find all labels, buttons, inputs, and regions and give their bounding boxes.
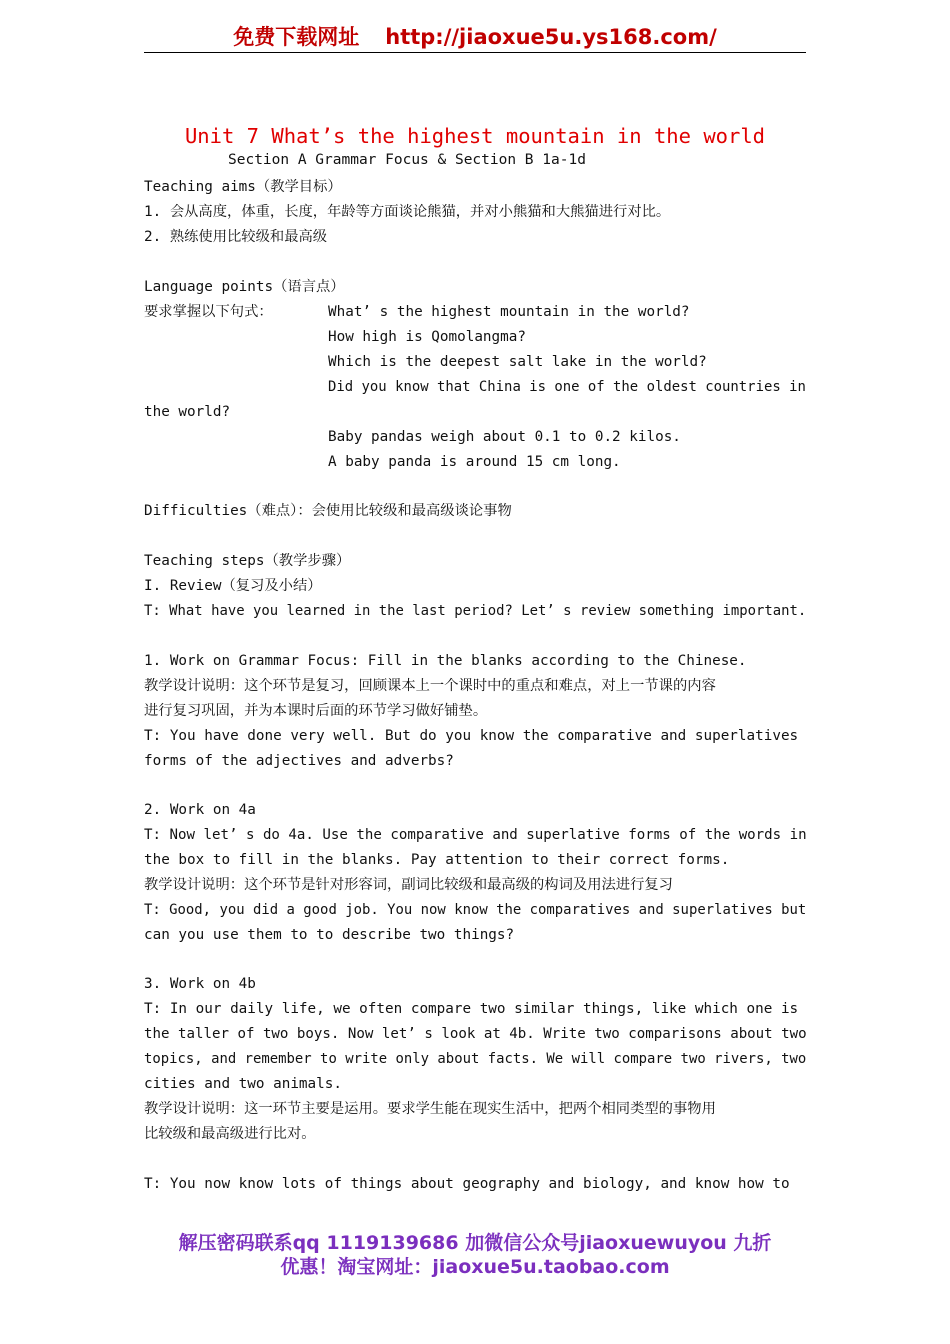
sentence-5: Baby pandas weigh about 0.1 to 0.2 kilos. xyxy=(328,429,681,445)
sentence-4b: the world? xyxy=(144,404,231,420)
step-1-note-2: 进行复习巩固，并为本课时后面的环节学习做好铺垫。 xyxy=(144,703,488,719)
footer-line-1: 解压密码联系qq 1119139686 加微信公众号jiaoxuewuyou 九折 xyxy=(178,1232,772,1254)
sentence-1: What’ s the highest mountain in the world? xyxy=(328,304,690,320)
step-1-note-1: 教学设计说明：这个环节是复习，回顾课本上一个课时中的重点和难点，对上一节课的内容 xyxy=(144,678,716,694)
review-heading: I. Review（复习及小结） xyxy=(144,578,322,594)
step-2-teacher-2: the box to fill in the blanks. Pay attention to their correct forms. xyxy=(144,852,730,868)
step-2-teacher-4: can you use them to to describe two things? xyxy=(144,927,515,943)
aims-heading: Teaching aims（教学目标） xyxy=(144,179,342,195)
step-3-teacher-4: cities and two animals. xyxy=(144,1076,342,1092)
aims-item-2: 2. 熟练使用比较级和最高级 xyxy=(144,229,328,245)
sentence-2: How high is Qomolangma? xyxy=(328,329,526,345)
step-3-teacher-3: topics, and remember to write only about facts. We will compare two rivers, two xyxy=(144,1051,807,1067)
sentence-3: Which is the deepest salt lake in the world? xyxy=(328,354,707,370)
step-1-teacher-1: T: You have done very well. But do you know the comparative and superlatives xyxy=(144,728,799,744)
step-3-note-1: 教学设计说明：这一环节主要是运用。要求学生能在现实生活中，把两个相同类型的事物用 xyxy=(144,1101,716,1117)
header-label: 免费下载网址 xyxy=(233,25,360,49)
step-2-title: 2. Work on 4a xyxy=(144,802,256,818)
language-points-heading: Language points（语言点） xyxy=(144,279,345,295)
footer-line-2: 优惠！淘宝网址：jiaoxue5u.taobao.com xyxy=(280,1256,670,1278)
step-3-teacher-1: T: In our daily life, we often compare two similar things, like which one is xyxy=(144,1001,799,1017)
step-1-title: 1. Work on Grammar Focus: Fill in the blanks according to the Chinese. xyxy=(144,653,747,669)
teacher-line-1: T: What have you learned in the last period? Let’ s review something important. xyxy=(144,603,807,619)
step-2-note: 教学设计说明：这个环节是针对形容词，副词比较级和最高级的构词及用法进行复习 xyxy=(144,877,673,893)
sentence-6: A baby panda is around 15 cm long. xyxy=(328,454,621,470)
step-2-teacher-1: T: Now let’ s do 4a. Use the comparative and superlative forms of the words in xyxy=(144,827,807,843)
step-3-teacher-2: the taller of two boys. Now let’ s look at 4b. Write two comparisons about two xyxy=(144,1026,807,1042)
page-subtitle: Section A Grammar Focus & Section B 1a-1d xyxy=(228,152,586,168)
step-3-title: 3. Work on 4b xyxy=(144,976,256,992)
language-points-label: 要求掌握以下句式： xyxy=(144,304,273,320)
header-url-link[interactable]: http://jiaoxue5u.ys168.com/ xyxy=(385,25,717,49)
sentence-4a: Did you know that China is one of the oldest countries in xyxy=(328,379,806,395)
steps-heading: Teaching steps（教学步骤） xyxy=(144,553,351,569)
aims-item-1: 1. 会从高度，体重，长度，年龄等方面谈论熊猫，并对小熊猫和大熊猫进行对比。 xyxy=(144,204,671,220)
page-title: Unit 7 What’s the highest mountain in the world xyxy=(184,124,766,148)
page-header xyxy=(144,22,806,53)
step-3-note-2: 比较级和最高级进行比对。 xyxy=(144,1126,316,1142)
difficulties: Difficulties（难点）：会使用比较级和最高级谈论事物 xyxy=(144,503,512,519)
step-2-teacher-3: T: Good, you did a good job. You now know the comparatives and superlatives but xyxy=(144,902,807,918)
step-1-teacher-2: forms of the adjectives and adverbs? xyxy=(144,753,454,769)
teacher-line-2: T: You now know lots of things about geography and biology, and know how to xyxy=(144,1176,790,1192)
